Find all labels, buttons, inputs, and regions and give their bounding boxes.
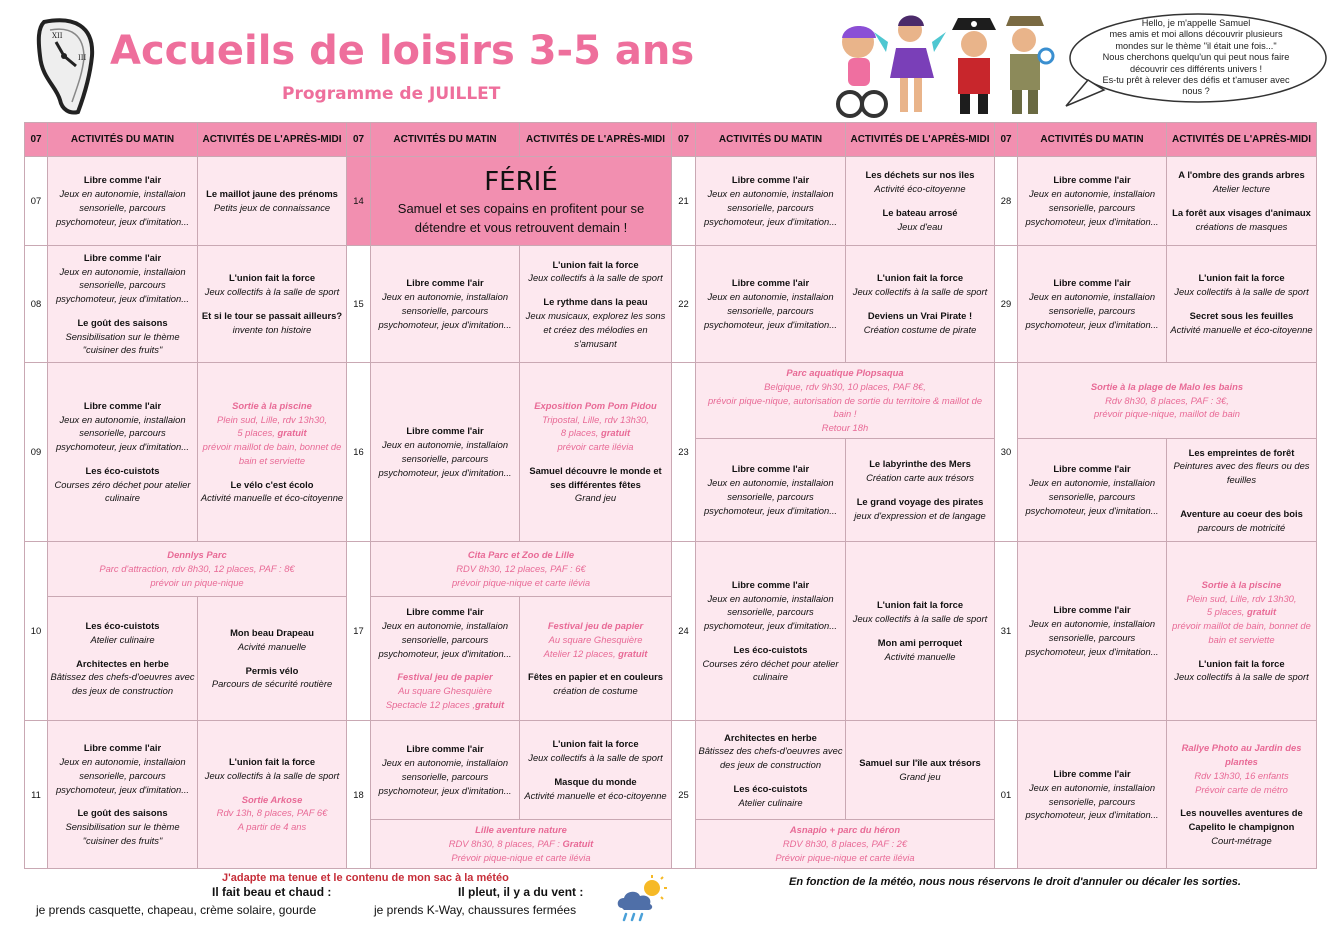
col-morning: ACTIVITÉS DU MATIN (48, 123, 198, 157)
col-morning: ACTIVITÉS DU MATIN (1018, 123, 1167, 157)
rainy-label: Il pleut, il y a du vent : (458, 885, 584, 899)
activity-cell: Mon beau Drapeau Acivité manuelle Permis vélo Parcours de sécurité routière (198, 597, 347, 721)
activity-cell: Libre comme l'air Jeux en autonomie, installaion sensorielle, parcours psychomoteur, jeux d'imitation... Festival jeu de papier Au square Ghesquière Spectacle 12 places ,gratuit (371, 597, 520, 721)
activity-cell: L'union fait la force Jeux collectifs à la salle de sport Sortie Arkose Rdv 13h, 8 places, PAF 6€ A partir de 4 ans (198, 721, 347, 869)
activity-cell: Libre comme l'air Jeux en autonomie, installaion sensorielle, parcours psychomoteur, jeux d'imitation... Le goût des saisons Sensibilisation sur le thème "cuisiner des fruits" (48, 721, 198, 869)
day-number: 31 (995, 542, 1018, 721)
col-morning: ACTIVITÉS DU MATIN (371, 123, 520, 157)
table-row (25, 157, 1317, 246)
day-number: 10 (25, 542, 48, 721)
activity-cell: Libre comme l'air Jeux en autonomie, installaion sensorielle, parcours psychomoteur, jeux d'imitation... Les éco-cuistots Courses zéro déchet pour atelier culinaire (696, 542, 846, 721)
activity-cell: Le maillot jaune des prénoms Petits jeux de connaissance (198, 157, 347, 246)
activity-cell: Libre comme l'air Jeux en autonomie, installaion sensorielle, parcours psychomoteur, jeux d'imitation... (1018, 721, 1167, 869)
activity-cell: Sortie à la piscine Plein sud, Lille, rdv 13h30, 5 places, gratuit prévoir maillot de bain, bonnet de bain et serviette L'union fait la force Jeux collectifs à la salle de sport (1167, 542, 1317, 721)
svg-text:XII: XII (52, 32, 63, 40)
activity-cell: Libre comme l'air Jeux en autonomie, installaion sensorielle, parcours psychomoteur, jeux d'imitation... (1018, 157, 1167, 246)
activity-cell: L'union fait la force Jeux collectifs à la salle de sport Mon ami perroquet Activité manuelle (846, 542, 995, 721)
day-number: 14 (347, 157, 371, 246)
day-number: 11 (25, 721, 48, 869)
holiday-cell: FÉRIÉ Samuel et ses copains en profitent pour se détendre et vous retrouvent demain ! (371, 157, 672, 246)
table-row (25, 721, 1317, 820)
activity-cell: Libre comme l'air Jeux en autonomie, installaion sensorielle, parcours psychomoteur, jeux d'imitation... (371, 363, 520, 542)
rainy-text: je prends K-Way, chaussures fermées (374, 903, 577, 917)
activity-cell: Libre comme l'air Jeux en autonomie, installaion sensorielle, parcours psychomoteur, jeux d'imitation... (48, 157, 198, 246)
day-number: 29 (995, 246, 1018, 363)
day-number: 25 (672, 721, 696, 869)
activity-cell: Libre comme l'air Jeux en autonomie, installaion sensorielle, parcours psychomoteur, jeux d'imitation... Le goût des saisons Sensibilisation sur le thème "cuisiner des fruits" (48, 246, 198, 363)
activity-cell: Les déchets sur nos îles Activité éco-citoyenne Le bateau arrosé Jeux d'eau (846, 157, 995, 246)
day-number: 23 (672, 363, 696, 542)
sun-cloud-rain-icon (614, 874, 670, 924)
activity-cell: Libre comme l'air Jeux en autonomie, installaion sensorielle, parcours psychomoteur, jeux d'imitation... (1018, 246, 1167, 363)
activity-cell: L'union fait la force Jeux collectifs à la salle de sport Deviens un Vrai Pirate ! Création costume de pirate (846, 246, 995, 363)
activity-cell: Libre comme l'air Jeux en autonomie, installaion sensorielle, parcours psychomoteur, jeux d'imitation... (696, 439, 846, 542)
activity-cell: L'union fait la force Jeux collectifs à la salle de sport Secret sous les feuilles Activité manuelle et éco-citoyenne (1167, 246, 1317, 363)
activity-cell: Libre comme l'air Jeux en autonomie, installaion sensorielle, parcours psychomoteur, jeux d'imitation... (1018, 542, 1167, 721)
activity-cell: Exposition Pom Pom Pidou Tripostal, Lille, rdv 13h30, 8 places, gratuit prévoir carte ilévia Samuel découvre le monde et ses différentes fêtes Grand jeu (520, 363, 672, 542)
activity-cell: Libre comme l'air Jeux en autonomie, installaion sensorielle, parcours psychomoteur, jeux d'imitation... (696, 157, 846, 246)
col-date: 07 (995, 123, 1018, 157)
day-number: 16 (347, 363, 371, 542)
page-subtitle: Programme de JUILLET (282, 84, 501, 104)
outing-cell: Asnapio + parc du héron RDV 8h30, 8 places, PAF : 2€ Prévoir pique-nique et carte ilévia (696, 820, 995, 869)
day-number: 22 (672, 246, 696, 363)
page-title: Accueils de loisirs 3-5 ans (110, 28, 695, 74)
table-row (25, 363, 1317, 439)
table-row (25, 542, 1317, 597)
col-afternoon: ACTIVITÉS DE L'APRÈS-MIDI (198, 123, 347, 157)
activity-cell: A l'ombre des grands arbres Atelier lecture La forêt aux visages d'animaux créations de masques (1167, 157, 1317, 246)
day-number: 24 (672, 542, 696, 721)
activity-cell: L'union fait la force Jeux collectifs à la salle de sport Et si le tour se passait ailleurs? invente ton histoire (198, 246, 347, 363)
outing-cell: Parc aquatique Plopsaqua Belgique, rdv 9h30, 10 places, PAF 8€, prévoir pique-nique, autorisation de sortie du territoire & maillot de bain ! Retour 18h (696, 363, 995, 439)
disclaimer-note: En fonction de la météo, nous nous réservons le droit d'annuler ou décaler les sorties. (789, 876, 1241, 888)
col-afternoon: ACTIVITÉS DE L'APRÈS-MIDI (520, 123, 672, 157)
activity-cell: Libre comme l'air Jeux en autonomie, installaion sensorielle, parcours psychomoteur, jeux d'imitation... (696, 246, 846, 363)
characters-illustration (830, 12, 1055, 120)
activity-cell: Festival jeu de papier Au square Ghesquière Atelier 12 places, gratuit Fêtes en papier et en couleurs création de costume (520, 597, 672, 721)
activity-cell: Libre comme l'air Jeux en autonomie, installaion sensorielle, parcours psychomoteur, jeux d'imitation... (1018, 439, 1167, 542)
activity-cell: Les éco-cuistots Atelier culinaire Architectes en herbe Bâtissez des chefs-d'oeuvres avec des jeux de construction (48, 597, 198, 721)
day-number: 18 (347, 721, 371, 869)
day-number: 01 (995, 721, 1018, 869)
sunny-label: Il fait beau et chaud : (212, 885, 332, 899)
speech-bubble-text: Hello, je m'appelle Samuel mes amis et moi allons découvrir plusieurs mondes sur le thème "il était une fois..." Nous cherchons quelqu'un qui peut nous faire découvrir ces différents univers ! Es-tu prêt à relever des défis et t'amuser avec nous ? (1102, 18, 1290, 97)
table-row (25, 246, 1317, 363)
activity-cell: Libre comme l'air Jeux en autonomie, installaion sensorielle, parcours psychomoteur, jeux d'imitation... (371, 246, 520, 363)
activity-cell: Sortie à la piscine Plein sud, Lille, rdv 13h30, 5 places, gratuit prévoir maillot de bain, bonnet de bain et serviette Le vélo c'est écolo Activité manuelle et éco-citoyenne (198, 363, 347, 542)
col-date: 07 (672, 123, 696, 157)
day-number: 08 (25, 246, 48, 363)
activity-cell: Architectes en herbe Bâtissez des chefs-d'oeuvres avec des jeux de construction Les éco-cuistots Atelier culinaire (696, 721, 846, 820)
day-number: 07 (25, 157, 48, 246)
melting-clock-icon (34, 16, 98, 116)
activity-cell: Libre comme l'air Jeux en autonomie, installaion sensorielle, parcours psychomoteur, jeux d'imitation... (371, 721, 520, 820)
activity-cell: Libre comme l'air Jeux en autonomie, installaion sensorielle, parcours psychomoteur, jeux d'imitation... Les éco-cuistots Courses zéro déchet pour atelier culinaire (48, 363, 198, 542)
col-date: 07 (347, 123, 371, 157)
activity-cell: Le labyrinthe des Mers Création carte aux trésors Le grand voyage des pirates jeux d'expression et de langage (846, 439, 995, 542)
weather-note: J'adapte ma tenue et le contenu de mon sac à la météo (222, 872, 509, 884)
col-afternoon: ACTIVITÉS DE L'APRÈS-MIDI (846, 123, 995, 157)
outing-cell: Cita Parc et Zoo de Lille RDV 8h30, 12 places, PAF : 6€ prévoir pique-nique et carte ilévia (371, 542, 672, 597)
svg-text:III: III (78, 54, 87, 62)
schedule-table (24, 122, 1317, 869)
activity-cell: L'union fait la force Jeux collectifs à la salle de sport Masque du monde Activité manuelle et éco-citoyenne (520, 721, 672, 820)
day-number: 28 (995, 157, 1018, 246)
outing-cell: Lille aventure nature RDV 8h30, 8 places, PAF : Gratuit Prévoir pique-nique et carte ilévia (371, 820, 672, 869)
outing-cell: Sortie à la plage de Malo les bains Rdv 8h30, 8 places, PAF : 3€, prévoir pique-nique, maillot de bain (1018, 363, 1317, 439)
outing-cell: Dennlys Parc Parc d'attraction, rdv 8h30, 12 places, PAF : 8€ prévoir un pique-nique (48, 542, 347, 597)
day-number: 17 (347, 542, 371, 721)
activity-cell: Les empreintes de forêt Peintures avec des fleurs ou des feuilles Aventure au coeur des bois parcours de motricité (1167, 439, 1317, 542)
col-morning: ACTIVITÉS DU MATIN (696, 123, 846, 157)
day-number: 30 (995, 363, 1018, 542)
sunny-text: je prends casquette, chapeau, crème solaire, gourde (36, 903, 317, 917)
day-number: 09 (25, 363, 48, 542)
page-header (0, 0, 1339, 118)
day-number: 21 (672, 157, 696, 246)
col-date: 07 (25, 123, 48, 157)
activity-cell: L'union fait la force Jeux collectifs à la salle de sport Le rythme dans la peau Jeux musicaux, explorez les sons et créez des mélodies en s'amusant (520, 246, 672, 363)
day-number: 15 (347, 246, 371, 363)
col-afternoon: ACTIVITÉS DE L'APRÈS-MIDI (1167, 123, 1317, 157)
activity-cell: Samuel sur l'île aux trésors Grand jeu (846, 721, 995, 820)
activity-cell: Rallye Photo au Jardin des plantes Rdv 13h30, 16 enfants Prévoir carte de métro Les nouvelles aventures de Capelito le champignon Court-métrage (1167, 721, 1317, 869)
header-row (25, 123, 1317, 157)
